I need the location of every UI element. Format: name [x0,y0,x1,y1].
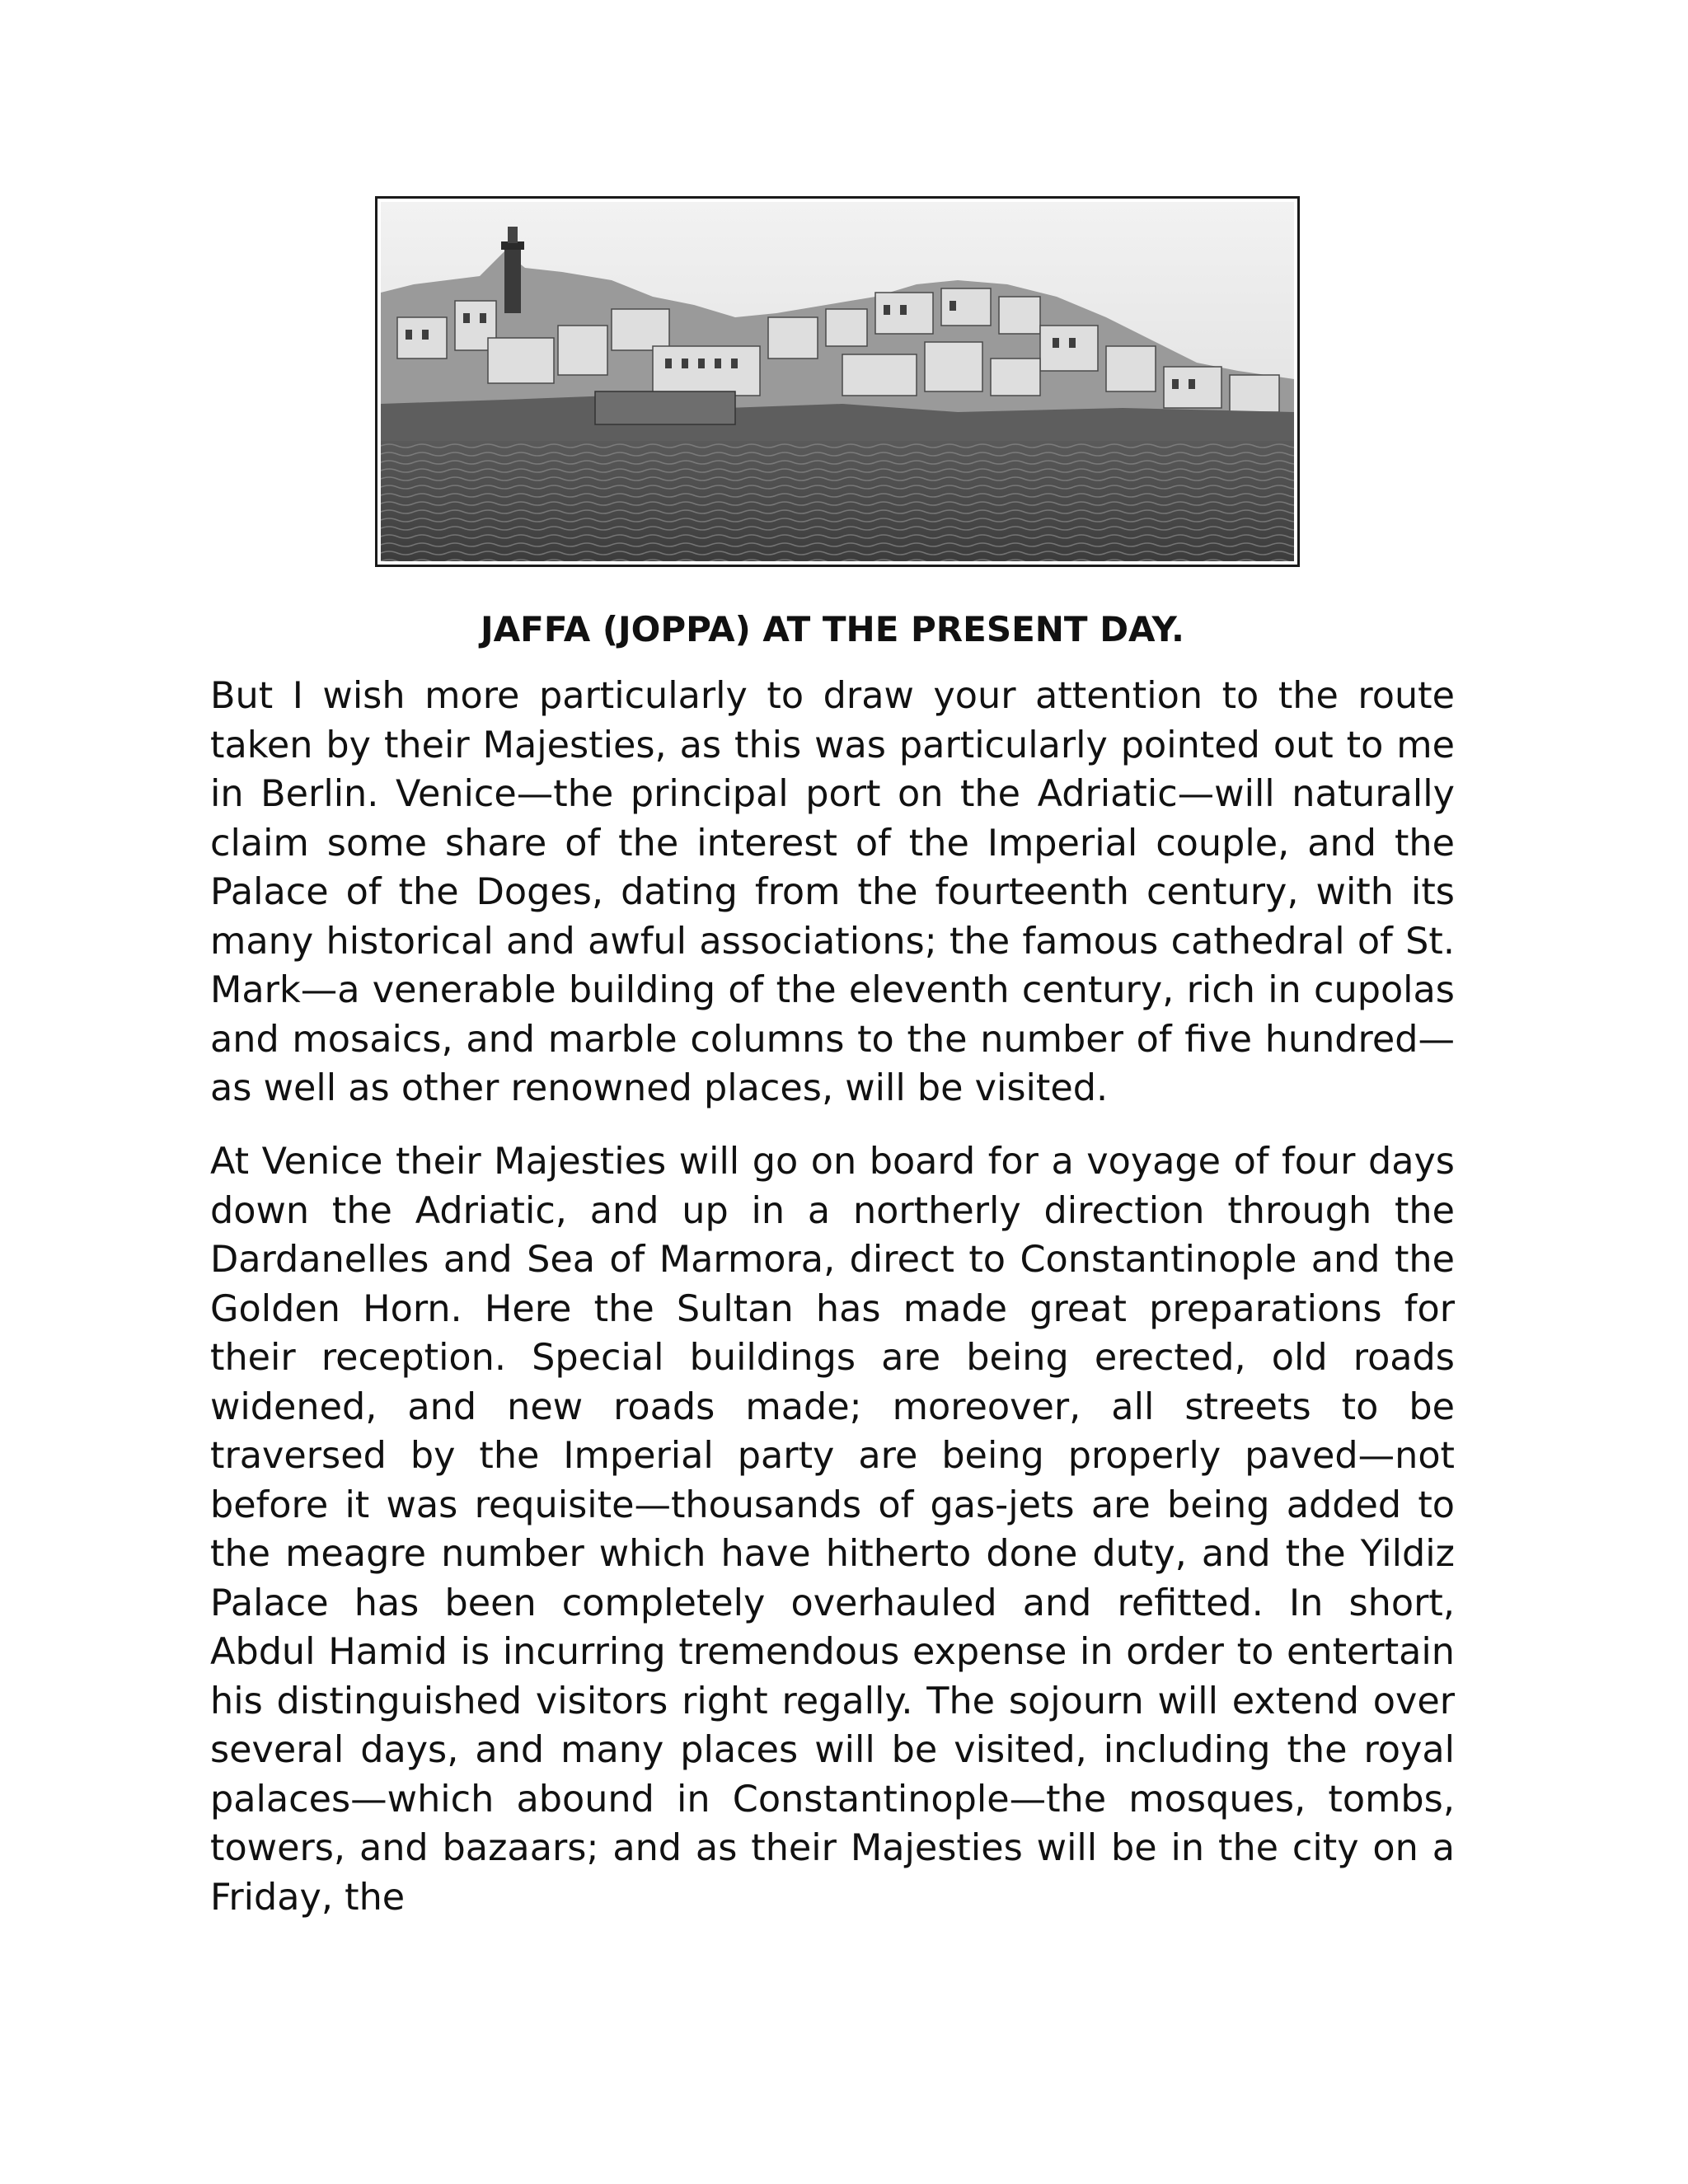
figure-caption: JAFFA (JOPPA) AT THE PRESENT DAY. [481,609,1184,649]
body-paragraph-1: But I wish more particularly to draw your attention to the route taken by their Majesties, as this was particularly pointed out to me in Berlin. Venice—the principal port on the Adriatic—will naturally claim some share of the interest of the Imperial couple, and the Palace of the Doges, dating from the fourteenth century, with its many historical and awful associations; the famous cathedral of St. Mark—a venerable building of the eleventh century, rich in cupolas and mosaics, and marble columns to the number of five hundred—as well as other renowned places, will be visited. [210,675,1455,1109]
body-paragraph-2: At Venice their Majesties will go on board for a voyage of four days down the Adriatic, and up in a northerly direction through the Dardanelles and Sea of Marmora, direct to Constantinople and the Golden Horn. Here the Sultan has made great preparations for their reception. Special buildings are being erected, old roads widened, and new roads made; moreover, all streets to be traversed by the Imperial party are being properly paved—not before it was requisite—thousands of gas-jets are being added to the meagre number which have hitherto done duty, and the Yildiz Palace has been completely overhauled and refitted. In short, Abdul Hamid is incurring tremendous expense in order to entertain his distinguished visitors right regally. The sojourn will extend over several days, and many places will be visited, including the royal palaces—which abound in Constantinople—the mosques, tombs, towers, and bazaars; and as their Majesties will be in the city on a Friday, the [210,1141,1455,1919]
jaffa-photograph [375,196,1300,567]
jaffa-photo-illustration [381,202,1294,561]
